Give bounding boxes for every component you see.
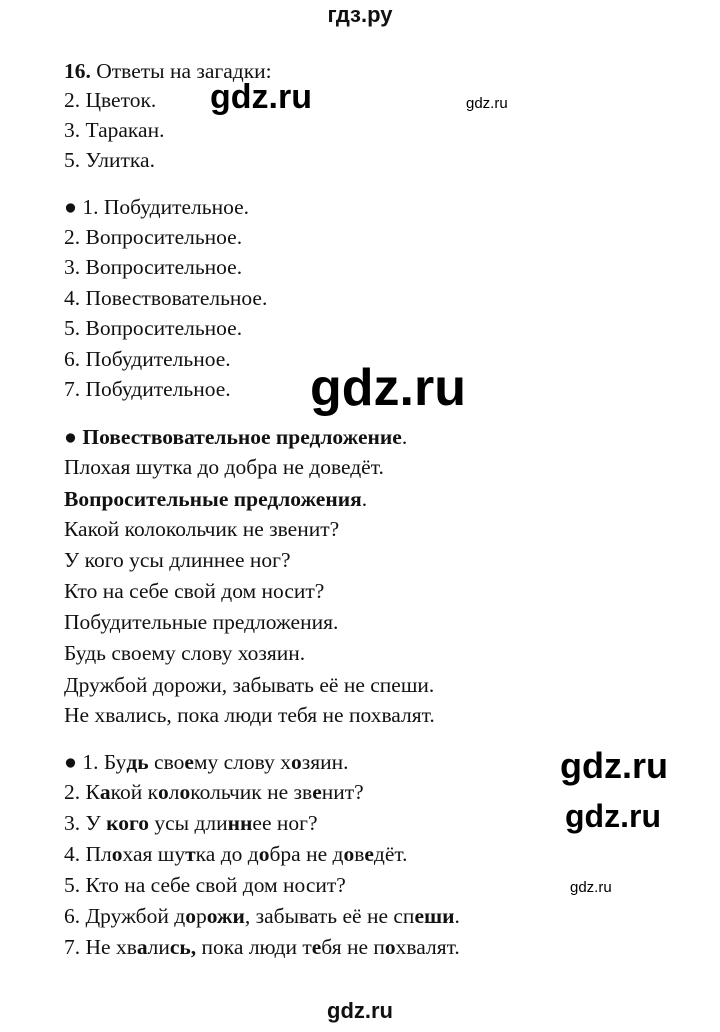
text-segment: У кого усы длиннее ног? [64, 548, 291, 572]
text-line [64, 640, 305, 666]
text-segment: л [168, 780, 180, 804]
text-segment: 3. У [64, 811, 107, 835]
bold-segment: нн [227, 811, 253, 835]
text-segment: 5. Кто на себе свой дом носит? [64, 873, 346, 897]
bold-segment: 16. [64, 59, 91, 83]
text-segment: ● 1. Побудительное. [64, 195, 250, 219]
bold-segment: е [184, 750, 194, 774]
site-footer: gdz.ru [327, 998, 393, 1023]
text-line [64, 702, 435, 728]
bold-segment: е [312, 780, 322, 804]
text-segment: , забывать её не сп [244, 904, 415, 928]
bold-segment: о [179, 780, 191, 804]
text-segment: ее ног? [252, 811, 318, 835]
text-segment: пока люди т [196, 935, 312, 959]
text-line [64, 285, 267, 311]
text-segment: Плохая шутка до добра не доведёт. [64, 455, 384, 479]
text-line [64, 672, 434, 698]
text-segment: Будь своему слову хозяин. [64, 641, 306, 665]
text-segment: 4. Повествовательное. [64, 286, 268, 310]
text-segment: хая шу [122, 842, 186, 866]
text-line [64, 609, 338, 635]
text-line [64, 117, 164, 143]
bold-segment: т [185, 842, 196, 866]
text-segment: кольчик не зв [190, 780, 313, 804]
text-line [64, 346, 231, 372]
text-segment: Кто на себе свой дом носит? [64, 579, 325, 603]
bold-segment: а [99, 780, 111, 804]
bold-segment: о [111, 842, 123, 866]
site-header: гдз.ру [327, 2, 393, 27]
text-segment: ли [147, 935, 170, 959]
text-segment: дёт. [373, 842, 408, 866]
text-segment: кой к [110, 780, 159, 804]
text-segment: . [401, 425, 408, 449]
text-segment: в [354, 842, 365, 866]
text-segment: сво [148, 750, 185, 774]
text-line [64, 516, 339, 542]
text-segment: зяин. [301, 750, 349, 774]
text-segment: Какой колокольчик не звенит? [64, 517, 340, 541]
bold-segment: кого [106, 811, 149, 835]
text-segment: нит? [321, 780, 364, 804]
text-line [64, 315, 242, 341]
bold-segment: ● Повествовательное предложение [64, 425, 402, 449]
text-segment: 4. Пл [64, 842, 112, 866]
text-line [64, 903, 460, 929]
text-line [64, 779, 364, 805]
watermark: gdz.ru [210, 78, 312, 116]
text-line [64, 224, 242, 250]
bold-segment: сь, [169, 935, 197, 959]
text-segment: Не хвались, пока люди тебя не похвалят. [64, 703, 435, 727]
bold-segment: о [290, 750, 302, 774]
text-segment: 6. Побудительное. [64, 347, 231, 371]
text-line [64, 578, 324, 604]
text-segment: Ответы на загадки: [90, 59, 272, 83]
text-line [64, 872, 346, 898]
bold-segment: е [364, 842, 374, 866]
text-segment: 7. Побудительное. [64, 377, 231, 401]
text-segment: 5. Улитка. [64, 148, 155, 172]
text-segment: 2. К [64, 780, 100, 804]
text-segment: хвалят. [395, 935, 460, 959]
watermark: gdz.ru [565, 798, 661, 834]
text-segment: ка до д [195, 842, 259, 866]
text-segment: бра не д [269, 842, 344, 866]
text-segment: 7. Не хв [64, 935, 137, 959]
text-segment: 3. Вопросительное. [64, 255, 243, 279]
text-line [64, 254, 242, 280]
text-segment: Побудительные предложения. [64, 610, 339, 634]
text-segment: бя не п [321, 935, 385, 959]
bold-segment: дь [126, 750, 149, 774]
watermark-large: gdz.ru [310, 359, 466, 417]
bold-segment: о [258, 842, 270, 866]
text-line [64, 87, 156, 113]
text-segment: 5. Вопросительное. [64, 316, 243, 340]
bold-segment: о [185, 904, 196, 928]
text-line [64, 147, 155, 173]
bold-segment: ожи [206, 904, 245, 928]
text-line [64, 454, 384, 480]
text-segment: Дружбой дорожи, забывать её не спеши. [64, 673, 435, 697]
text-line [64, 424, 407, 450]
text-line [64, 810, 317, 836]
text-segment: . [361, 487, 368, 511]
text-segment: . [454, 904, 460, 928]
text-line [64, 194, 249, 220]
bold-segment: Вопросительные предложения [64, 487, 362, 511]
bold-segment: о [158, 780, 169, 804]
watermark-small: gdz.ru [466, 95, 508, 112]
text-segment: р [195, 904, 207, 928]
bold-segment: о [384, 935, 396, 959]
text-segment: 6. Дружбой д [64, 904, 186, 928]
text-segment: усы дли [148, 811, 228, 835]
text-segment: ● 1. Бу [64, 750, 127, 774]
text-line [64, 841, 408, 867]
watermark: gdz.ru [560, 745, 668, 786]
text-segment: 2. Вопросительное. [64, 225, 243, 249]
text-segment: му слову х [193, 750, 291, 774]
text-line [64, 486, 367, 512]
text-segment: 3. Таракан. [64, 118, 165, 142]
watermark-small: gdz.ru [570, 879, 612, 896]
bold-segment: о [343, 842, 355, 866]
text-segment: 2. Цветок. [64, 88, 157, 112]
text-line [64, 749, 348, 775]
bold-segment: еши [414, 904, 455, 928]
bold-segment: а [136, 935, 148, 959]
text-line [64, 934, 460, 960]
text-line [64, 547, 291, 573]
bold-segment: е [311, 935, 322, 959]
text-line [64, 376, 231, 402]
